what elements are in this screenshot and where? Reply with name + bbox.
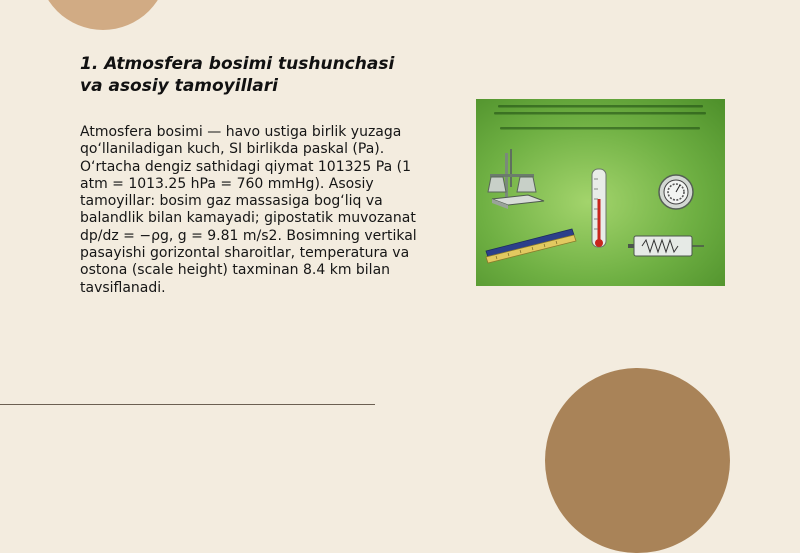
ruler-icon bbox=[486, 229, 576, 263]
thermometer-icon bbox=[592, 169, 606, 247]
decorative-circle-top bbox=[38, 0, 168, 30]
slide-title: 1. Atmosfera bosimi tushunchasi va asosiy tamoyillari bbox=[80, 54, 395, 96]
barometer-dial-icon bbox=[659, 175, 693, 209]
divider-line bbox=[0, 404, 375, 405]
syringe-gauge-icon bbox=[628, 236, 704, 256]
measuring-instruments-figure bbox=[476, 99, 725, 286]
balance-scale-icon bbox=[488, 149, 544, 209]
decorative-circle-bottom bbox=[545, 368, 730, 553]
figure-caption-lines bbox=[494, 105, 706, 130]
slide-body-text: Atmosfera bosimi — havo ustiga birlik yuzaga qo‘llaniladigan kuch, SI birlikda paskal (Pa). O‘rtacha dengiz sathidagi qiymat 101325 Pa (1 atm = 1013.25 hPa = 760 mmHg). Asosiy tamoyillar: bosim gaz massasiga bog‘liq va balandlik bilan kamayadi; gipostatik muvozanat dp/dz = −ρg, g = 9.81 m/s2. Bosimning vertikal pasayishi gorizontal sharoitlar, temperatura va ostona (scale height) taxminan 8.4 km bilan tavsiflanadi. bbox=[80, 124, 417, 296]
